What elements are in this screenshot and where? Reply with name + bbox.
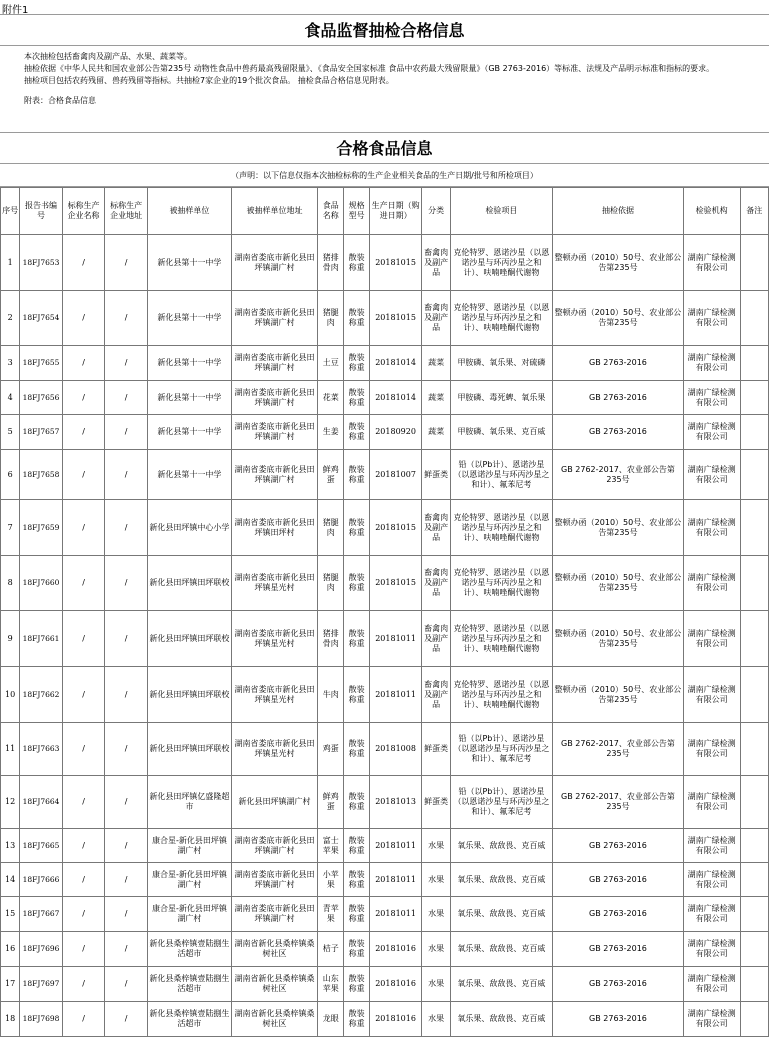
cell-spec: 散装称重 <box>344 611 369 667</box>
cell-seq: 18 <box>1 1002 20 1037</box>
cell-note <box>740 723 768 776</box>
cell-spec: 散装称重 <box>344 450 369 500</box>
cell-mfr-address: / <box>105 450 148 500</box>
table-row <box>1 967 769 1002</box>
cell-date: 20181013 <box>369 776 422 829</box>
cell-food-name: 鲜鸡蛋 <box>318 776 344 829</box>
cell-spec: 散装称重 <box>344 1002 369 1037</box>
cell-sampled-unit: 新化县第十一中学 <box>147 415 231 450</box>
cell-sampled-address: 湖南省娄底市新化县田坪镇湖广村 <box>231 415 317 450</box>
cell-sampled-unit: 新化县田坪镇田坪联校 <box>147 667 231 723</box>
cell-date: 20181011 <box>369 611 422 667</box>
cell-sampled-unit: 新化县桑梓镇壹陆捌生活超市 <box>147 1002 231 1037</box>
cell-basis: 整顿办函（2010）50号、农业部公告第235号 <box>553 667 684 723</box>
cell-lab: 湖南广绿检测有限公司 <box>683 415 740 450</box>
table-row <box>1 346 769 381</box>
cell-lab: 湖南广绿检测有限公司 <box>683 897 740 932</box>
table-notice: （声明：以下信息仅指本次抽检标称的生产企业相关食品的生产日期/批号和所检项目） <box>0 165 769 187</box>
cell-spec: 散装称重 <box>344 381 369 415</box>
cell-basis: GB 2763-2016 <box>553 381 684 415</box>
table-row <box>1 450 769 500</box>
cell-basis: GB 2762-2017、农业部公告第235号 <box>553 450 684 500</box>
cell-sampled-unit: 康合星-新化县田坪镇湖广村 <box>147 863 231 897</box>
cell-lab: 湖南广绿检测有限公司 <box>683 723 740 776</box>
cell-sampled-unit: 新化县田坪镇中心小学 <box>147 500 231 556</box>
table-row <box>1 1002 769 1037</box>
cell-seq: 11 <box>1 723 20 776</box>
cell-sampled-unit: 新化县桑梓镇壹陆捌生活超市 <box>147 967 231 1002</box>
cell-category: 蔬菜 <box>422 346 450 381</box>
cell-test-items: 铅（以Pb计）、恩诺沙星（以恩诺沙星与环丙沙星之和计）、氟苯尼考 <box>450 723 552 776</box>
cell-test-items: 克伦特罗、恩诺沙星（以恩诺沙星与环丙沙星之和计）、呋喃唑酮代谢物 <box>450 611 552 667</box>
cell-seq: 3 <box>1 346 20 381</box>
cell-food-name: 土豆 <box>318 346 344 381</box>
cell-category: 水果 <box>422 863 450 897</box>
cell-date: 20181014 <box>369 381 422 415</box>
cell-report-no: 18FJ7658 <box>20 450 63 500</box>
cell-mfr-name: / <box>62 932 105 967</box>
col-header: 检验机构 <box>683 188 740 235</box>
cell-category: 蔬菜 <box>422 415 450 450</box>
cell-date: 20181011 <box>369 897 422 932</box>
intro-line-2: 抽检依据《中华人民共和国农业部公告第235号 动物性食品中兽药最高残留限量》、《食品安全国家标准 食品中农药最大残留限量》（GB 2763-2016）等标准、法规及产品明示标准和指标的要求。 <box>24 64 715 73</box>
cell-sampled-unit: 新化县第十一中学 <box>147 346 231 381</box>
table-body <box>1 235 769 1037</box>
cell-seq: 2 <box>1 291 20 346</box>
cell-report-no: 18FJ7661 <box>20 611 63 667</box>
cell-mfr-name: / <box>62 1002 105 1037</box>
cell-note <box>740 500 768 556</box>
cell-basis: 整顿办函（2010）50号、农业部公告第235号 <box>553 291 684 346</box>
cell-note <box>740 932 768 967</box>
table-row <box>1 235 769 291</box>
cell-mfr-address: / <box>105 897 148 932</box>
cell-note <box>740 611 768 667</box>
cell-test-items: 氧乐果、敌敌畏、克百威 <box>450 829 552 863</box>
cell-date: 20181015 <box>369 235 422 291</box>
cell-food-name: 富士苹果 <box>318 829 344 863</box>
table-row <box>1 932 769 967</box>
cell-sampled-address: 湖南省娄底市新化县田坪镇星光村 <box>231 667 317 723</box>
cell-basis: GB 2763-2016 <box>553 967 684 1002</box>
cell-spec: 散装称重 <box>344 776 369 829</box>
col-header: 生产日期（购进日期） <box>369 188 422 235</box>
cell-sampled-address: 湖南省娄底市新化县田坪镇湖广村 <box>231 381 317 415</box>
cell-mfr-address: / <box>105 500 148 556</box>
cell-seq: 16 <box>1 932 20 967</box>
cell-food-name: 猪排骨肉 <box>318 611 344 667</box>
cell-date: 20181016 <box>369 932 422 967</box>
cell-sampled-unit: 新化县田坪镇亿盛隆超市 <box>147 776 231 829</box>
cell-category: 水果 <box>422 967 450 1002</box>
cell-lab: 湖南广绿检测有限公司 <box>683 1002 740 1037</box>
cell-mfr-address: / <box>105 381 148 415</box>
cell-seq: 10 <box>1 667 20 723</box>
cell-food-name: 猪腿肉 <box>318 291 344 346</box>
cell-food-name: 鸡蛋 <box>318 723 344 776</box>
col-header: 分类 <box>422 188 450 235</box>
cell-note <box>740 863 768 897</box>
cell-seq: 8 <box>1 556 20 611</box>
cell-sampled-address: 湖南省娄底市新化县田坪镇湖广村 <box>231 863 317 897</box>
cell-report-no: 18FJ7667 <box>20 897 63 932</box>
cell-category: 畜禽肉及副产品 <box>422 291 450 346</box>
cell-spec: 散装称重 <box>344 235 369 291</box>
cell-lab: 湖南广绿检测有限公司 <box>683 291 740 346</box>
cell-seq: 1 <box>1 235 20 291</box>
cell-sampled-unit: 新化县桑梓镇壹陆捌生活超市 <box>147 932 231 967</box>
table-row <box>1 415 769 450</box>
col-header: 备注 <box>740 188 768 235</box>
cell-report-no: 18FJ7655 <box>20 346 63 381</box>
cell-report-no: 18FJ7657 <box>20 415 63 450</box>
cell-date: 20181011 <box>369 667 422 723</box>
cell-lab: 湖南广绿检测有限公司 <box>683 667 740 723</box>
cell-spec: 散装称重 <box>344 415 369 450</box>
cell-note <box>740 776 768 829</box>
cell-basis: 整顿办函（2010）50号、农业部公告第235号 <box>553 235 684 291</box>
cell-note <box>740 556 768 611</box>
table-title: 合格食品信息 <box>0 134 769 164</box>
cell-category: 畜禽肉及副产品 <box>422 667 450 723</box>
cell-sampled-address: 湖南省新化县桑梓镇桑树社区 <box>231 967 317 1002</box>
cell-note <box>740 450 768 500</box>
cell-mfr-address: / <box>105 611 148 667</box>
cell-basis: 整顿办函（2010）50号、农业部公告第235号 <box>553 500 684 556</box>
cell-seq: 4 <box>1 381 20 415</box>
cell-spec: 散装称重 <box>344 346 369 381</box>
cell-food-name: 猪腿肉 <box>318 556 344 611</box>
cell-mfr-address: / <box>105 1002 148 1037</box>
cell-seq: 12 <box>1 776 20 829</box>
table-row <box>1 611 769 667</box>
table-row <box>1 829 769 863</box>
cell-mfr-name: / <box>62 667 105 723</box>
results-table <box>0 187 769 1037</box>
cell-lab: 湖南广绿检测有限公司 <box>683 611 740 667</box>
cell-sampled-address: 湖南省娄底市新化县田坪镇湖广村 <box>231 291 317 346</box>
intro-line-1: 本次抽检包括畜禽肉及副产品、水果、蔬菜等。 <box>24 52 192 61</box>
cell-test-items: 氧乐果、敌敌畏、克百威 <box>450 897 552 932</box>
table-row <box>1 500 769 556</box>
cell-note <box>740 897 768 932</box>
cell-report-no: 18FJ7663 <box>20 723 63 776</box>
intro-line-3: 抽检项目包括农药残留、兽药残留等指标。共抽检7家企业的19个批次食品。 抽检食品合格信息见附表。 <box>24 76 394 85</box>
cell-test-items: 甲胺磷、氧乐果、对硫磷 <box>450 346 552 381</box>
cell-report-no: 18FJ7697 <box>20 967 63 1002</box>
col-header: 规格型号 <box>344 188 369 235</box>
cell-spec: 散装称重 <box>344 291 369 346</box>
cell-sampled-unit: 新化县第十一中学 <box>147 291 231 346</box>
cell-test-items: 氧乐果、敌敌畏、克百威 <box>450 863 552 897</box>
cell-spec: 散装称重 <box>344 967 369 1002</box>
col-header: 报告书编号 <box>20 188 63 235</box>
cell-lab: 湖南广绿检测有限公司 <box>683 556 740 611</box>
table-row <box>1 863 769 897</box>
cell-lab: 湖南广绿检测有限公司 <box>683 932 740 967</box>
cell-mfr-name: / <box>62 500 105 556</box>
cell-note <box>740 829 768 863</box>
cell-lab: 湖南广绿检测有限公司 <box>683 967 740 1002</box>
cell-food-name: 牛肉 <box>318 667 344 723</box>
cell-seq: 13 <box>1 829 20 863</box>
cell-note <box>740 381 768 415</box>
table-row <box>1 667 769 723</box>
col-header: 标称生产企业名称 <box>62 188 105 235</box>
cell-mfr-name: / <box>62 556 105 611</box>
cell-test-items: 铅（以Pb计）、恩诺沙星（以恩诺沙星与环丙沙星之和计）、氟苯尼考 <box>450 450 552 500</box>
cell-date: 20181008 <box>369 723 422 776</box>
cell-food-name: 小苹果 <box>318 863 344 897</box>
attachment-label: 附件1 <box>2 5 29 16</box>
cell-report-no: 18FJ7665 <box>20 829 63 863</box>
cell-report-no: 18FJ7666 <box>20 863 63 897</box>
cell-mfr-name: / <box>62 611 105 667</box>
table-row <box>1 897 769 932</box>
cell-sampled-unit: 新化县田坪镇田坪联校 <box>147 611 231 667</box>
cell-category: 鲜蛋类 <box>422 450 450 500</box>
cell-mfr-address: / <box>105 829 148 863</box>
cell-mfr-name: / <box>62 863 105 897</box>
cell-category: 水果 <box>422 932 450 967</box>
cell-spec: 散装称重 <box>344 500 369 556</box>
cell-report-no: 18FJ7698 <box>20 1002 63 1037</box>
cell-food-name: 花菜 <box>318 381 344 415</box>
cell-date: 20181007 <box>369 450 422 500</box>
col-header: 食品名称 <box>318 188 344 235</box>
cell-food-name: 猪排骨肉 <box>318 235 344 291</box>
cell-note <box>740 346 768 381</box>
cell-date: 20180920 <box>369 415 422 450</box>
page-title: 食品监督抽检合格信息 <box>0 14 769 46</box>
cell-date: 20181011 <box>369 863 422 897</box>
cell-mfr-name: / <box>62 381 105 415</box>
cell-basis: 整顿办函（2010）50号、农业部公告第235号 <box>553 611 684 667</box>
cell-sampled-address: 湖南省新化县桑梓镇桑树社区 <box>231 932 317 967</box>
col-header: 被抽样单位 <box>147 188 231 235</box>
cell-spec: 散装称重 <box>344 556 369 611</box>
cell-sampled-address: 湖南省娄底市新化县田坪镇湖广村 <box>231 450 317 500</box>
cell-report-no: 18FJ7659 <box>20 500 63 556</box>
cell-food-name: 猪腿肉 <box>318 500 344 556</box>
col-header: 标称生产企业地址 <box>105 188 148 235</box>
cell-report-no: 18FJ7653 <box>20 235 63 291</box>
cell-test-items: 克伦特罗、恩诺沙星（以恩诺沙星与环丙沙星之和计）、呋喃唑酮代谢物 <box>450 235 552 291</box>
cell-mfr-address: / <box>105 967 148 1002</box>
cell-sampled-address: 湖南省娄底市新化县田坪镇湖广村 <box>231 235 317 291</box>
cell-mfr-address: / <box>105 932 148 967</box>
cell-sampled-address: 湖南省娄底市新化县田坪镇田坪村 <box>231 500 317 556</box>
cell-date: 20181015 <box>369 556 422 611</box>
cell-date: 20181015 <box>369 500 422 556</box>
cell-report-no: 18FJ7660 <box>20 556 63 611</box>
cell-basis: GB 2763-2016 <box>553 829 684 863</box>
cell-test-items: 克伦特罗、恩诺沙星（以恩诺沙星与环丙沙星之和计）、呋喃唑酮代谢物 <box>450 667 552 723</box>
cell-sampled-address: 湖南省娄底市新化县田坪镇星光村 <box>231 556 317 611</box>
cell-sampled-address: 湖南省娄底市新化县田坪镇星光村 <box>231 723 317 776</box>
cell-lab: 湖南广绿检测有限公司 <box>683 829 740 863</box>
cell-food-name: 山东苹果 <box>318 967 344 1002</box>
cell-lab: 湖南广绿检测有限公司 <box>683 235 740 291</box>
cell-mfr-name: / <box>62 415 105 450</box>
col-header: 抽检依据 <box>553 188 684 235</box>
cell-food-name: 龙眼 <box>318 1002 344 1037</box>
table-row <box>1 556 769 611</box>
cell-lab: 湖南广绿检测有限公司 <box>683 450 740 500</box>
cell-category: 水果 <box>422 897 450 932</box>
cell-category: 水果 <box>422 829 450 863</box>
cell-sampled-address: 湖南省娄底市新化县田坪镇星光村 <box>231 611 317 667</box>
cell-basis: GB 2763-2016 <box>553 1002 684 1037</box>
cell-date: 20181015 <box>369 291 422 346</box>
col-header: 检验项目 <box>450 188 552 235</box>
cell-seq: 17 <box>1 967 20 1002</box>
table-header-row <box>1 188 769 235</box>
cell-seq: 14 <box>1 863 20 897</box>
cell-mfr-name: / <box>62 235 105 291</box>
cell-category: 鲜蛋类 <box>422 723 450 776</box>
cell-mfr-name: / <box>62 897 105 932</box>
cell-seq: 7 <box>1 500 20 556</box>
cell-mfr-address: / <box>105 667 148 723</box>
cell-date: 20181016 <box>369 1002 422 1037</box>
cell-mfr-name: / <box>62 291 105 346</box>
cell-mfr-name: / <box>62 723 105 776</box>
cell-category: 畜禽肉及副产品 <box>422 611 450 667</box>
cell-mfr-name: / <box>62 829 105 863</box>
cell-note <box>740 967 768 1002</box>
cell-mfr-name: / <box>62 776 105 829</box>
cell-spec: 散装称重 <box>344 667 369 723</box>
cell-spec: 散装称重 <box>344 829 369 863</box>
cell-date: 20181016 <box>369 967 422 1002</box>
cell-note <box>740 291 768 346</box>
cell-spec: 散装称重 <box>344 897 369 932</box>
cell-test-items: 氧乐果、敌敌畏、克百威 <box>450 1002 552 1037</box>
cell-seq: 6 <box>1 450 20 500</box>
table-row <box>1 291 769 346</box>
cell-note <box>740 1002 768 1037</box>
cell-mfr-address: / <box>105 346 148 381</box>
cell-test-items: 氧乐果、敌敌畏、克百威 <box>450 932 552 967</box>
cell-sampled-address: 新化县田坪镇湖广村 <box>231 776 317 829</box>
cell-mfr-address: / <box>105 723 148 776</box>
cell-category: 鲜蛋类 <box>422 776 450 829</box>
cell-sampled-unit: 康合星-新化县田坪镇湖广村 <box>147 829 231 863</box>
cell-test-items: 甲胺磷、氧乐果、克百威 <box>450 415 552 450</box>
cell-spec: 散装称重 <box>344 932 369 967</box>
cell-food-name: 桔子 <box>318 932 344 967</box>
table-row <box>1 776 769 829</box>
cell-food-name: 青苹果 <box>318 897 344 932</box>
cell-basis: GB 2763-2016 <box>553 415 684 450</box>
cell-sampled-unit: 新化县第十一中学 <box>147 381 231 415</box>
cell-lab: 湖南广绿检测有限公司 <box>683 346 740 381</box>
cell-category: 畜禽肉及副产品 <box>422 500 450 556</box>
cell-seq: 15 <box>1 897 20 932</box>
cell-food-name: 生姜 <box>318 415 344 450</box>
cell-sampled-unit: 康合星-新化县田坪镇湖广村 <box>147 897 231 932</box>
cell-test-items: 氧乐果、敌敌畏、克百威 <box>450 967 552 1002</box>
cell-basis: GB 2762-2017、农业部公告第235号 <box>553 776 684 829</box>
cell-sampled-address: 湖南省娄底市新化县田坪镇湖广村 <box>231 829 317 863</box>
cell-mfr-name: / <box>62 450 105 500</box>
cell-lab: 湖南广绿检测有限公司 <box>683 776 740 829</box>
cell-category: 水果 <box>422 1002 450 1037</box>
intro-line-4: 附表：合格食品信息 <box>24 96 96 105</box>
cell-report-no: 18FJ7662 <box>20 667 63 723</box>
cell-lab: 湖南广绿检测有限公司 <box>683 863 740 897</box>
cell-test-items: 克伦特罗、恩诺沙星（以恩诺沙星与环丙沙星之和计）、呋喃唑酮代谢物 <box>450 556 552 611</box>
cell-note <box>740 415 768 450</box>
cell-sampled-unit: 新化县第十一中学 <box>147 235 231 291</box>
cell-mfr-name: / <box>62 967 105 1002</box>
cell-test-items: 甲胺磷、毒死蜱、氧乐果 <box>450 381 552 415</box>
cell-mfr-address: / <box>105 415 148 450</box>
cell-basis: GB 2763-2016 <box>553 863 684 897</box>
intro-block <box>0 47 769 133</box>
cell-category: 畜禽肉及副产品 <box>422 235 450 291</box>
cell-note <box>740 667 768 723</box>
cell-spec: 散装称重 <box>344 723 369 776</box>
cell-sampled-unit: 新化县田坪镇田坪联校 <box>147 723 231 776</box>
cell-food-name: 鲜鸡蛋 <box>318 450 344 500</box>
cell-mfr-name: / <box>62 346 105 381</box>
cell-lab: 湖南广绿检测有限公司 <box>683 381 740 415</box>
cell-sampled-address: 湖南省新化县桑梓镇桑树社区 <box>231 1002 317 1037</box>
cell-basis: GB 2763-2016 <box>553 897 684 932</box>
cell-basis: 整顿办函（2010）50号、农业部公告第235号 <box>553 556 684 611</box>
cell-mfr-address: / <box>105 776 148 829</box>
cell-report-no: 18FJ7664 <box>20 776 63 829</box>
cell-sampled-unit: 新化县田坪镇田坪联校 <box>147 556 231 611</box>
cell-sampled-unit: 新化县第十一中学 <box>147 450 231 500</box>
cell-sampled-address: 湖南省娄底市新化县田坪镇湖广村 <box>231 346 317 381</box>
col-header: 被抽样单位地址 <box>231 188 317 235</box>
cell-mfr-address: / <box>105 235 148 291</box>
cell-test-items: 克伦特罗、恩诺沙星（以恩诺沙星与环丙沙星之和计）、呋喃唑酮代谢物 <box>450 500 552 556</box>
cell-report-no: 18FJ7654 <box>20 291 63 346</box>
cell-test-items: 铅（以Pb计）、恩诺沙星（以恩诺沙星与环丙沙星之和计）、氟苯尼考 <box>450 776 552 829</box>
cell-seq: 5 <box>1 415 20 450</box>
cell-basis: GB 2763-2016 <box>553 932 684 967</box>
cell-category: 畜禽肉及副产品 <box>422 556 450 611</box>
cell-mfr-address: / <box>105 863 148 897</box>
cell-note <box>740 235 768 291</box>
cell-basis: GB 2762-2017、农业部公告第235号 <box>553 723 684 776</box>
cell-report-no: 18FJ7696 <box>20 932 63 967</box>
cell-date: 20181014 <box>369 346 422 381</box>
cell-test-items: 克伦特罗、恩诺沙星（以恩诺沙星与环丙沙星之和计）、呋喃唑酮代谢物 <box>450 291 552 346</box>
cell-spec: 散装称重 <box>344 863 369 897</box>
cell-mfr-address: / <box>105 556 148 611</box>
cell-sampled-address: 湖南省娄底市新化县田坪镇湖广村 <box>231 897 317 932</box>
cell-lab: 湖南广绿检测有限公司 <box>683 500 740 556</box>
cell-category: 蔬菜 <box>422 381 450 415</box>
cell-date: 20181011 <box>369 829 422 863</box>
cell-basis: GB 2763-2016 <box>553 346 684 381</box>
cell-seq: 9 <box>1 611 20 667</box>
cell-report-no: 18FJ7656 <box>20 381 63 415</box>
table-row <box>1 723 769 776</box>
table-row <box>1 381 769 415</box>
col-header: 序号 <box>1 188 20 235</box>
cell-mfr-address: / <box>105 291 148 346</box>
